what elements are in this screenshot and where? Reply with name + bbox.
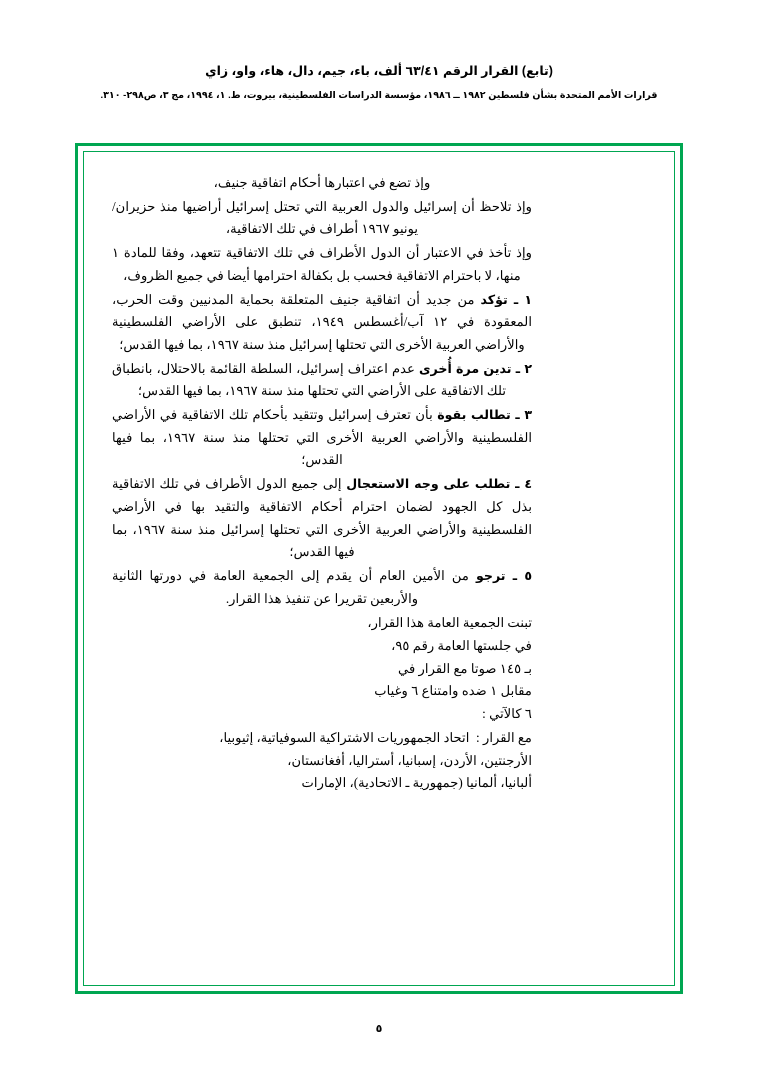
operative-lead-1: ١ ـ تؤكد [480,292,532,307]
operative-paragraph-1 [112,289,532,357]
vote-line-3: بـ ١٤٥ صوتا مع القرار في [397,660,532,676]
vote-line-1: تبنت الجمعية العامة هذا القرار، [367,615,532,631]
header-source-note: قرارات الأمم المتحدة بشأن فلسطين ١٩٨٢ ــ ١٩٨٦، مؤسسة الدراسات الفلسطينية، بيروت، ط. ١، ١٩٩٤، مج ٣، ص٢٩٨- ٣١٠. [100,89,658,101]
states-row-3: ألبانيا، ألمانيا (جمهورية ـ الاتحادية)، الإمارات [301,775,532,791]
operative-paragraph-4 [112,473,532,564]
page-number: ٥ [375,1023,383,1035]
states-text-1: اتحاد الجمهوريات الاشتراكية السوفياتية، إثيوبيا، [219,729,470,745]
preamble-paragraph-1: وإذ تضع في اعتبارها أحكام اتفاقية جنيف، [213,175,431,190]
document-body [112,172,532,795]
vote-block [112,612,532,726]
operative-text-4: إلى جميع الدول الأطراف في تلك الاتفاقية بذل كل الجهود لضمان احترام أحكام الاتفاقية والتقيد بها في الأراضي الفلسطينية والأراضي العربية الأخرى التي تحتلها إسرائيل منذ سنة ١٩٦٧، بما فيها القدس؛ [112,476,532,560]
operative-lead-2: ٢ ـ تدين مرة أُخرى [419,361,533,376]
vote-line-2: في جلستها العامة رقم ٩٥، [391,638,532,654]
preamble-paragraph-2: وإذ تلاحظ أن إسرائيل والدول العربية التي تحتل إسرائيل أراضيها منذ حزيران/يونيو ١٩٦٧ أطراف في تلك الاتفاقية، [112,198,532,237]
operative-paragraph-2 [112,358,532,403]
header-title: (تابع) القرار الرقم ٦٣/٤١ ألف، باء، جيم، دال، هاء، واو، زاي [205,64,553,78]
states-in-favour-block [112,727,532,795]
page-header [0,62,758,103]
operative-lead-4: ٤ ـ تطلب على وجه الاستعجال [346,477,532,492]
operative-paragraph-5 [112,565,532,610]
states-label: مع القرار : [475,729,532,745]
vote-line-4: مقابل ١ ضده وامتناع ٦ وغياب [374,683,532,699]
operative-lead-5: ٥ ـ ترجو [475,568,532,583]
operative-text-3: بأن تعترف إسرائيل وتتقيد بأحكام تلك الاتفاقية في الأراضي الفلسطينية والأراضي العربية الأخرى التي تحتلها منذ سنة ١٩٦٧، بما فيها القدس؛ [112,407,532,468]
operative-text-5: من الأمين العام أن يقدم إلى الجمعية العامة في دورتها الثانية والأربعين تقريرا عن تنفيذ هذا القرار. [112,567,476,606]
operative-text-2: عدم اعتراف إسرائيل، السلطة القائمة بالاحتلال، بانطباق تلك الاتفاقية على الأراضي التي تحتلها منذ سنة ١٩٦٧، بما فيها القدس؛ [112,360,507,399]
vote-line-5: ٦ كالآتي : [482,706,532,722]
preamble-paragraph-3: وإذ تأخذ في الاعتبار أن الدول الأطراف في تلك الاتفاقية تتعهد، وفقا للمادة ١ منها، لا باحترام الاتفاقية فحسب بل بكفالة احترامها أيضا في جميع الظروف، [112,245,532,283]
states-row-1 [112,727,532,750]
operative-text-1: من جديد أن اتفاقية جنيف المتعلقة بحماية المدنيين وقت الحرب، المعقودة في ١٢ آب/أغسطس ١٩٤٩، تنطبق على الأراضي الفلسطينية والأراضي العربية الأخرى التي تحتلها إسرائيل منذ سنة ١٩٦٧، بما فيها القدس؛ [112,291,532,352]
operative-paragraph-3 [112,404,532,472]
states-row-2: الأرجنتين، الأردن، إسبانيا، أستراليا، أفغانستان، [287,752,532,768]
operative-lead-3: ٣ ـ تطالب بقوة [437,408,532,423]
